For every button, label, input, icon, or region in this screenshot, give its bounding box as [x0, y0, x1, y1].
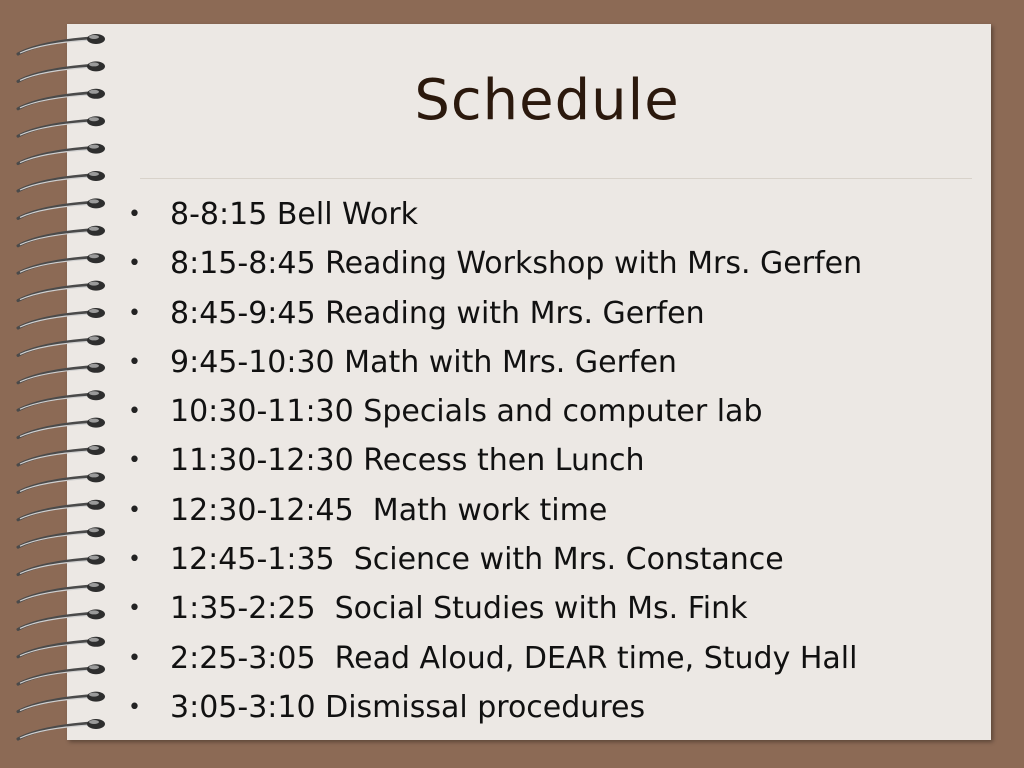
spiral-ring: [18, 472, 105, 492]
schedule-item-text: 2:25-3:05 Read Aloud, DEAR time, Study Hall: [170, 640, 858, 676]
spiral-ring: [18, 308, 105, 328]
schedule-item-text: 8-8:15 Bell Work: [170, 197, 419, 232]
spiral-ring: [18, 609, 105, 629]
schedule-item-text: 3:05-3:10 Dismissal procedures: [170, 689, 646, 725]
spiral-ring: [18, 637, 105, 657]
bullet-icon: •: [128, 448, 141, 474]
bullet-icon: •: [128, 645, 141, 671]
spiral-ring: [18, 500, 105, 520]
spiral-ring: [18, 335, 105, 355]
schedule-item-text: 11:30-12:30 Recess then Lunch: [170, 443, 645, 479]
bullet-icon: •: [128, 202, 141, 227]
spiral-ring: [18, 582, 105, 602]
spiral-ring: [18, 281, 105, 301]
spiral-ring: [18, 34, 105, 54]
bullet-icon: •: [128, 596, 141, 622]
title-divider: [140, 178, 972, 179]
spiral-ring: [18, 253, 105, 273]
bullet-icon: •: [128, 399, 141, 425]
schedule-item: [128, 289, 988, 338]
schedule-item: [128, 338, 988, 387]
schedule-item: [128, 239, 988, 288]
spiral-ring: [18, 144, 105, 164]
schedule-list: [128, 190, 988, 732]
schedule-item-text: 12:30-12:45 Math work time: [170, 492, 608, 528]
schedule-item-text: 8:45-9:45 Reading with Mrs. Gerfen: [170, 295, 705, 331]
schedule-item-text: 8:15-8:45 Reading Workshop with Mrs. Gerfen: [170, 246, 863, 282]
spiral-ring: [18, 719, 105, 739]
spiral-ring: [18, 664, 105, 684]
schedule-item-text: 10:30-11:30 Specials and computer lab: [170, 394, 763, 430]
schedule-item: [128, 190, 988, 239]
spiral-ring: [18, 527, 105, 547]
schedule-item: [128, 634, 988, 683]
spiral-ring: [18, 390, 105, 410]
schedule-item-text: 1:35-2:25 Social Studies with Ms. Fink: [170, 591, 748, 627]
bullet-icon: •: [128, 497, 141, 523]
schedule-item: [128, 436, 988, 485]
schedule-item: [128, 584, 988, 633]
spiral-ring: [18, 555, 105, 575]
bullet-icon: •: [128, 300, 141, 326]
bullet-icon: •: [128, 547, 141, 573]
bullet-icon: •: [128, 349, 141, 375]
spiral-ring: [18, 418, 105, 438]
schedule-item: [128, 486, 988, 535]
schedule-item: [128, 535, 988, 584]
spiral-ring: [18, 445, 105, 465]
schedule-item: [128, 387, 988, 436]
schedule-item: [128, 683, 988, 732]
schedule-item-text: 12:45-1:35 Science with Mrs. Constance: [170, 542, 784, 578]
spiral-ring: [18, 363, 105, 383]
spiral-ring: [18, 171, 105, 191]
spiral-ring: [18, 226, 105, 246]
spiral-ring: [18, 198, 105, 218]
bullet-icon: •: [128, 251, 141, 277]
slide-title: Schedule: [414, 68, 680, 133]
spiral-ring: [18, 692, 105, 712]
schedule-item-text: 9:45-10:30 Math with Mrs. Gerfen: [170, 344, 677, 380]
bullet-icon: •: [128, 694, 141, 720]
